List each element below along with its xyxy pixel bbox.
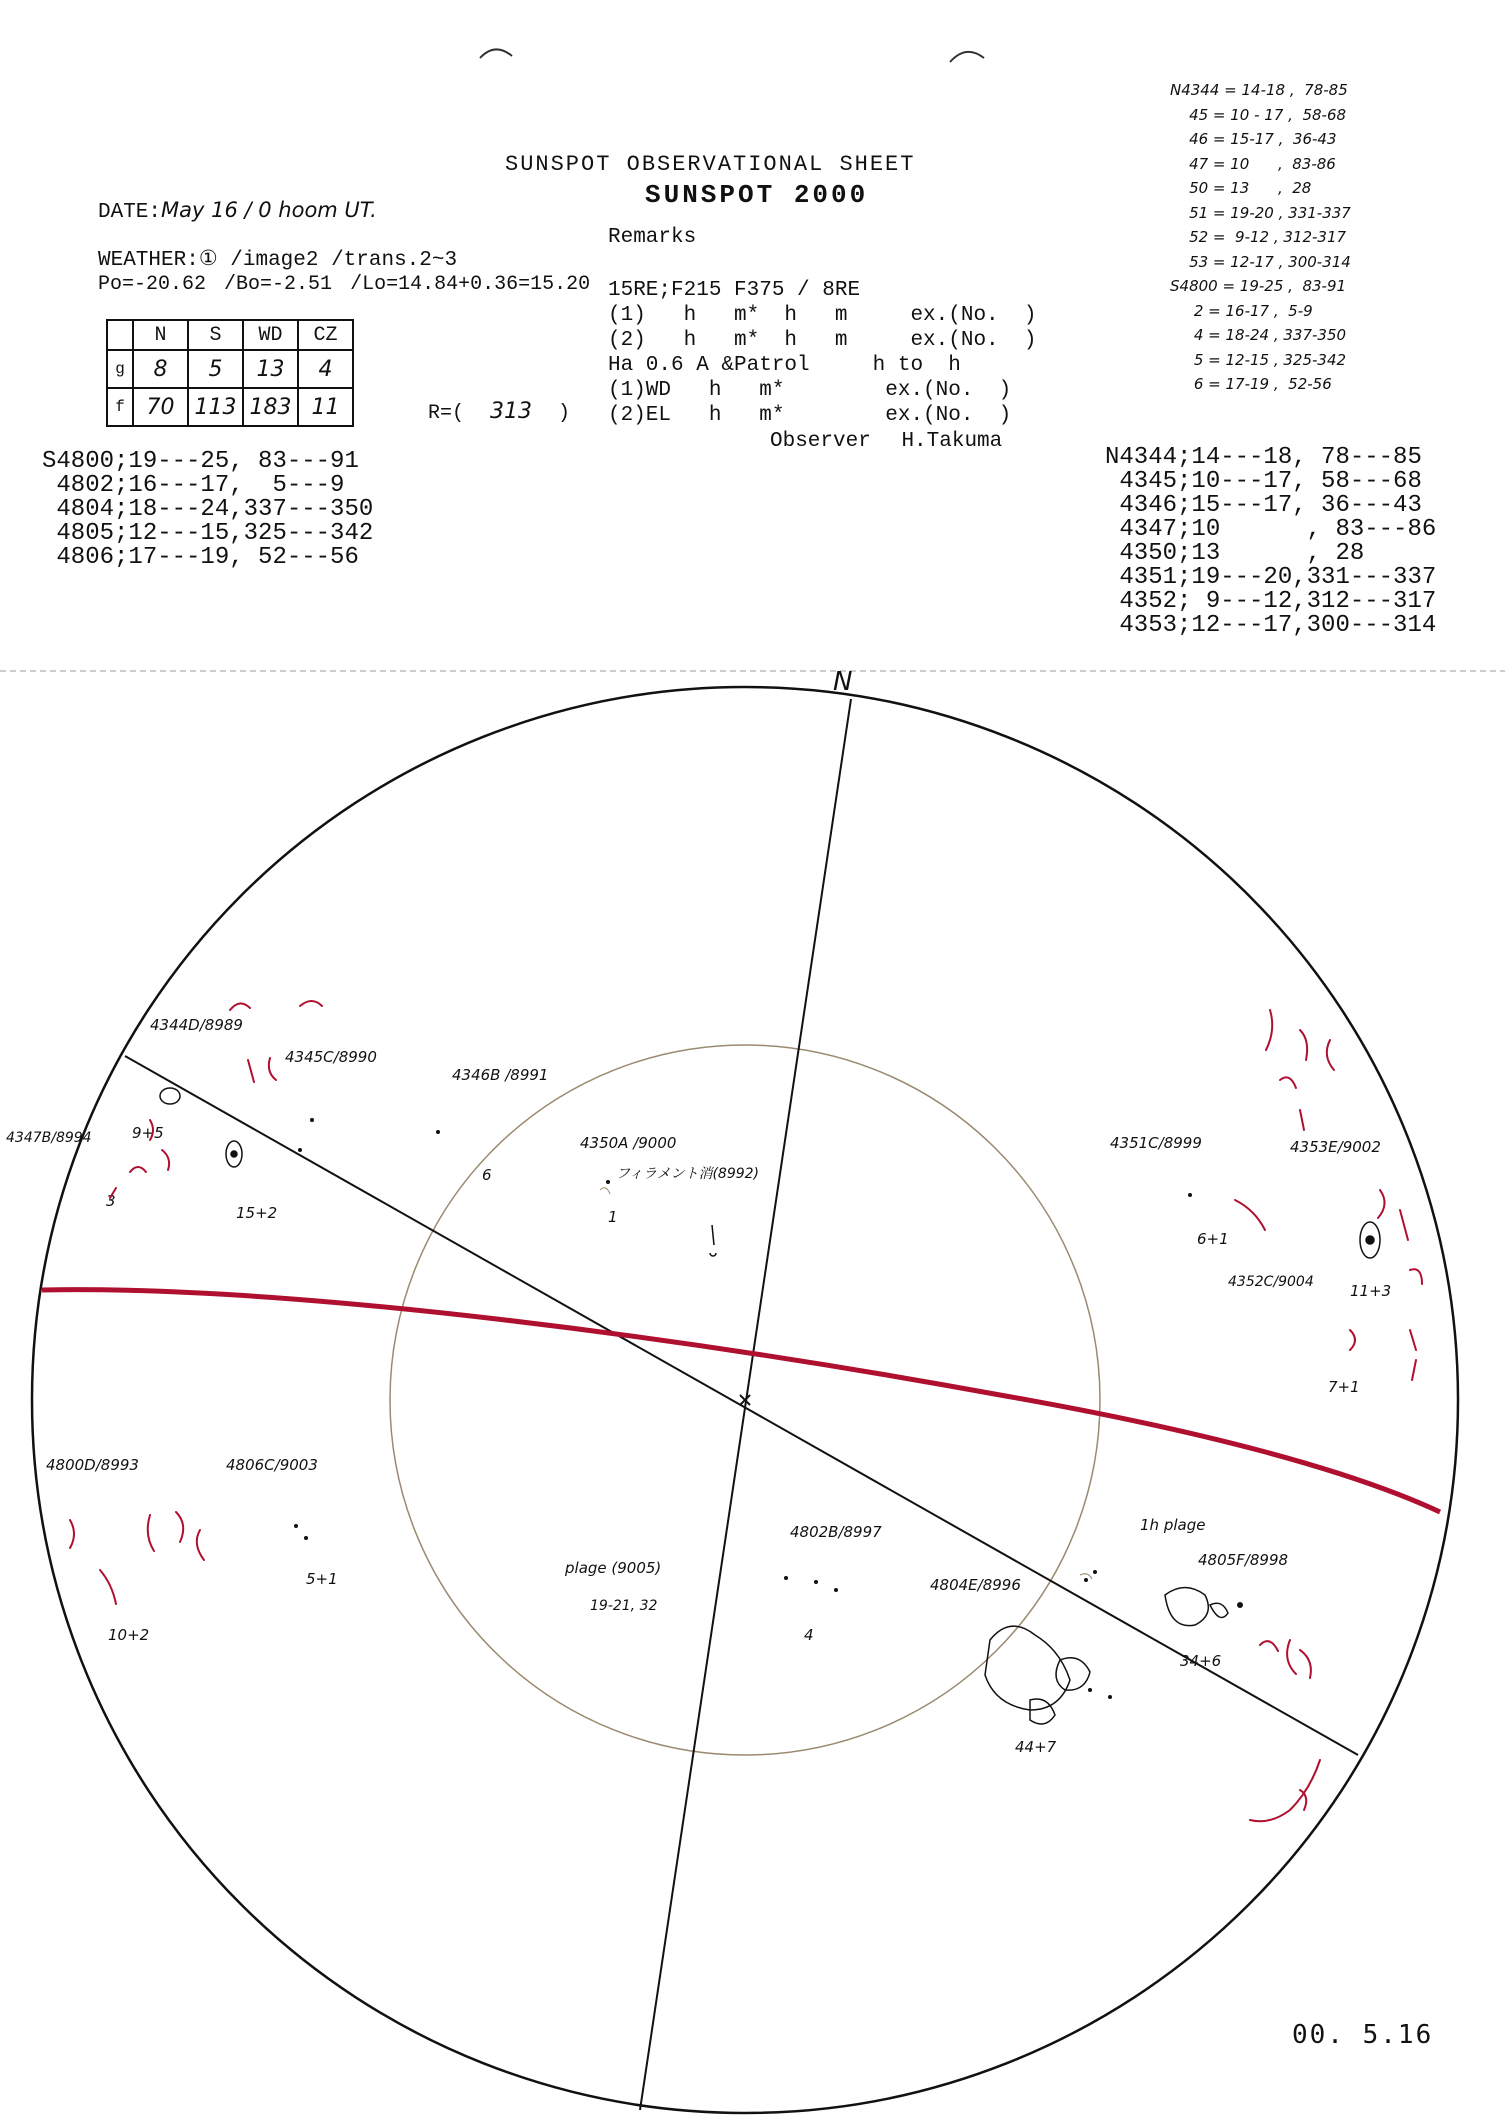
celestial-axis-line xyxy=(125,1056,1358,1755)
list-item: 4345;10---17, 58---68 xyxy=(1105,468,1422,495)
sheet-title: SUNSPOT OBSERVATIONAL SHEET xyxy=(505,152,916,177)
col-header: CZ xyxy=(298,320,353,350)
list-item: 4347;10 , 83---86 xyxy=(1105,516,1437,543)
count-label: 34+6 xyxy=(1180,1652,1222,1670)
group-label: 4804E/8996 xyxy=(930,1576,1021,1594)
list-item: S4800;19---25, 83---91 xyxy=(42,448,359,475)
count-label: 1 xyxy=(608,1208,618,1226)
group-label: 4805F/8998 xyxy=(1198,1551,1289,1569)
remarks-line: (1) h m* h m ex.(No. ) xyxy=(608,304,1037,327)
list-item: N4344 = 14-18 , 78-85 xyxy=(1170,81,1348,99)
count-label: 6+1 xyxy=(1197,1230,1229,1248)
group-label: 4353E/9002 xyxy=(1290,1138,1381,1156)
remarks-line: (2) h m* h m ex.(No. ) xyxy=(608,329,1037,352)
weather-label: WEATHER: xyxy=(98,249,199,272)
list-item: 5 = 12-15 , 325-342 xyxy=(1170,350,1347,369)
group-label: 4345C/8990 xyxy=(285,1048,377,1066)
group-label: 4344D/8989 xyxy=(150,1016,243,1034)
row-label: g xyxy=(107,350,133,388)
list-item: 2 = 16-17 , 5-9 xyxy=(1170,301,1313,320)
list-item: 4351;19---20,331---337 xyxy=(1105,564,1437,591)
count-label: 44+7 xyxy=(1015,1738,1057,1756)
group-label: 4350A /9000 xyxy=(580,1134,677,1152)
sheet-subtitle: SUNSPOT 2000 xyxy=(645,180,869,210)
table-cell: 113 xyxy=(188,388,243,426)
list-item: 51 = 19-20 , 331-337 xyxy=(1170,203,1351,222)
group-label: 4346B /8991 xyxy=(452,1066,549,1084)
list-item: 4350;13 , 28 xyxy=(1105,540,1365,567)
r-value: 313 xyxy=(490,399,533,424)
sunspot-dots xyxy=(294,1118,1243,1699)
plage-label: 1h plage xyxy=(1140,1516,1206,1534)
group-label: 4352C/9004 xyxy=(1228,1274,1314,1290)
list-item: 52 = 9-12 , 312-317 xyxy=(1170,228,1347,246)
list-item: 4802;16---17, 5---9 xyxy=(42,472,345,499)
list-item: 46 = 15-17 , 36-43 xyxy=(1170,130,1337,148)
date-label: DATE: xyxy=(98,201,162,224)
lo-value: /Lo=14.84+0.36=15.20 xyxy=(350,273,591,296)
table-cell: 11 xyxy=(298,388,353,426)
count-label: 10+2 xyxy=(108,1626,150,1644)
list-item: 6 = 17-19 , 52-56 xyxy=(1170,375,1332,393)
list-item: 50 = 13 , 28 xyxy=(1170,179,1312,197)
count-label: 7+1 xyxy=(1328,1378,1360,1396)
list-item: 4805;12---15,325---342 xyxy=(42,520,374,547)
count-label: 3 xyxy=(106,1192,116,1210)
weather-value: ① /image2 /trans.2~3 xyxy=(198,249,458,272)
list-item: S4800 = 19-25 , 83-91 xyxy=(1170,277,1347,295)
list-item: 4346;15---17, 36---43 xyxy=(1105,492,1422,519)
observer-label: Observer xyxy=(770,430,871,453)
table-cell: 13 xyxy=(243,350,298,388)
row-label: f xyxy=(107,388,133,426)
table-cell: 183 xyxy=(243,388,298,426)
plage-label: plage (9005) xyxy=(565,1559,662,1577)
group-label: 4800D/8993 xyxy=(46,1456,139,1474)
rotation-axis-line xyxy=(640,699,851,2110)
count-label: 15+2 xyxy=(236,1204,278,1222)
group-label: 4806C/9003 xyxy=(226,1456,318,1474)
punch-mark xyxy=(950,52,984,62)
list-item: 47 = 10 , 83-86 xyxy=(1170,154,1336,173)
group-label: フィラメント消(8992) xyxy=(616,1166,760,1182)
list-item: 4352; 9---12,312---317 xyxy=(1105,588,1437,615)
list-item: 4 = 18-24 , 337-350 xyxy=(1170,326,1347,344)
list-item: 45 = 10 - 17 , 58-68 xyxy=(1170,105,1347,124)
col-header: WD xyxy=(243,320,298,350)
list-item: 4804;18---24,337---350 xyxy=(42,496,374,523)
count-label: 6 xyxy=(482,1166,492,1184)
group-label: 4802B/8997 xyxy=(790,1523,882,1541)
po-value: Po=-20.62 xyxy=(98,273,207,296)
observer-name: H.Takuma xyxy=(901,430,1003,453)
count-label: 11+3 xyxy=(1350,1282,1392,1300)
table-cell: 8 xyxy=(133,350,188,388)
count-label: 9+5 xyxy=(132,1124,164,1142)
remarks-line: (1)WD h m* ex.(No. ) xyxy=(608,379,1012,402)
date-value: May 16 / 0 hoom UT. xyxy=(161,198,377,222)
punch-mark xyxy=(480,49,512,58)
bo-value: /Bo=-2.51 xyxy=(224,273,333,296)
remarks-line: (2)EL h m* ex.(No. ) xyxy=(608,404,1012,427)
faculae-sketches xyxy=(70,1001,1422,1821)
solar-equator-line xyxy=(42,1290,1440,1512)
sunspot-sketches xyxy=(160,1088,1380,1724)
list-item: 4806;17---19, 52---56 xyxy=(42,544,359,571)
list-item: 53 = 12-17 , 300-314 xyxy=(1170,252,1351,271)
pencil-marks xyxy=(600,1188,1092,1579)
col-header: N xyxy=(133,320,188,350)
col-header: S xyxy=(188,320,243,350)
list-item: N4344;14---18, 78---85 xyxy=(1105,444,1422,471)
table-cell: 5 xyxy=(188,350,243,388)
north-mark: N xyxy=(833,667,853,697)
group-label: 4351C/8999 xyxy=(1110,1134,1202,1152)
table-cell: 4 xyxy=(298,350,353,388)
r-label: R=( xyxy=(428,402,465,425)
r-close: ) xyxy=(558,402,571,425)
remarks-line: 15RE;F215 F375 / 8RE xyxy=(608,279,861,302)
list-item: 4353;12---17,300---314 xyxy=(1105,612,1437,639)
table-cell: 70 xyxy=(133,388,188,426)
group-label: 4347B/8994 xyxy=(6,1130,92,1146)
count-label: 5+1 xyxy=(306,1570,338,1588)
count-label: 4 xyxy=(804,1626,814,1644)
plage-coords: 19-21, 32 xyxy=(590,1598,658,1614)
remarks-label: Remarks xyxy=(608,226,697,249)
date-stamp: 00. 5.16 xyxy=(1292,2020,1434,2050)
remarks-line: Ha 0.6 A &Patrol h to h xyxy=(608,354,961,377)
